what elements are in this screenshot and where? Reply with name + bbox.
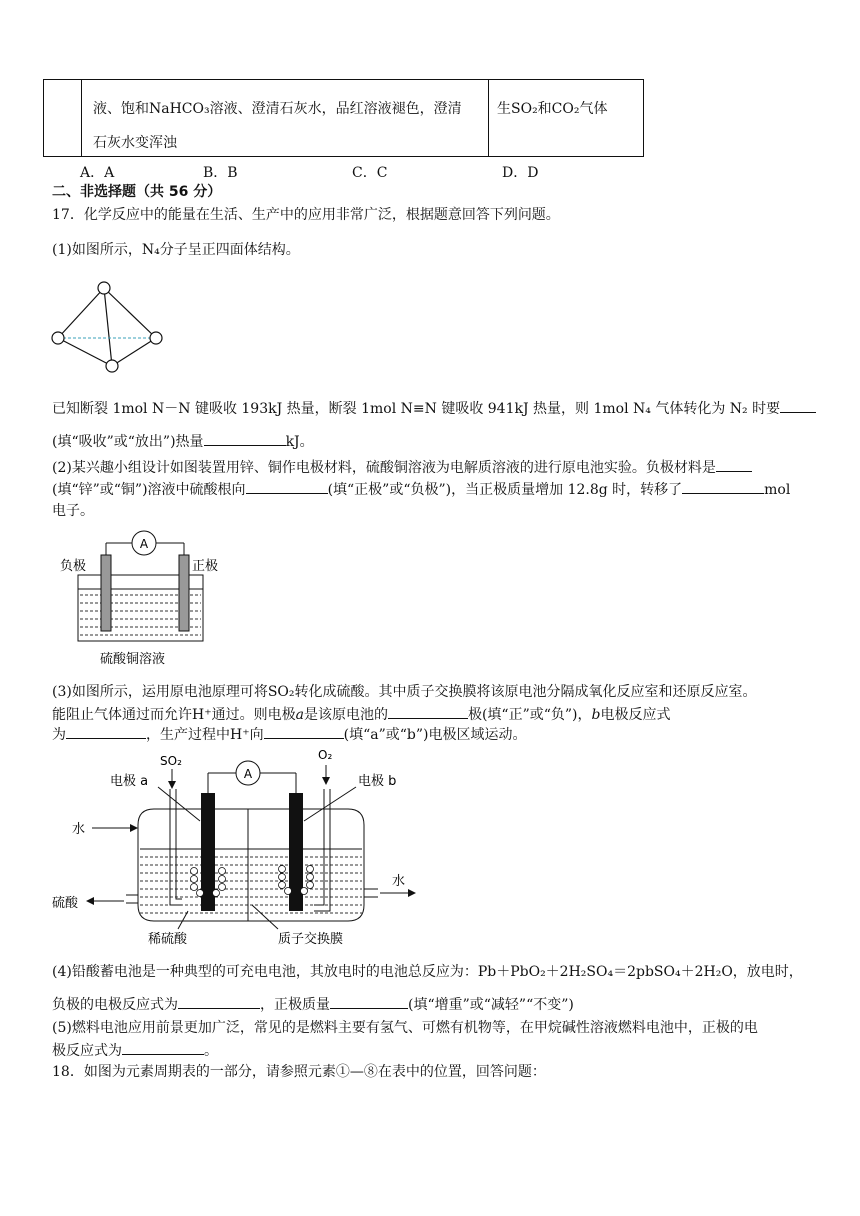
water-in-label: 水 (72, 822, 86, 837)
option-d: D．D (502, 165, 539, 181)
option-c: C．C (352, 165, 388, 181)
q17-part1: (1)如图所示，N₄分子呈正四面体结构。 (52, 242, 300, 258)
q17-p2-line2: (填“锌”或“铜”)溶液中硫酸根向 (填“正极”或“负极”)，当正极质量增加 12.8g 时，转移了 mol (52, 479, 790, 500)
q17-intro: 17．化学反应中的能量在生活、生产中的应用非常广泛，根据题意回答下列问题。 (52, 207, 560, 223)
q17-p3-line1: (3)如图所示，运用原电池原理可将SO₂转化成硫酸。其中质子交换膜将该原电池分隔成氧化反应室和还原反应室。 (52, 684, 757, 700)
q17-p4-line2: 负极的电极反应式为 ，正极质量 (填“增重”或“减轻”“不变”) (52, 994, 574, 1015)
acid-out-label: 硫酸 (52, 896, 79, 911)
table-cell-conclusion: 生SO₂和CO₂气体 (488, 80, 644, 156)
option-b: B．B (203, 165, 238, 181)
so2-label: SO₂ (160, 754, 182, 768)
q17-p5-line2: 极反应式为 。 (52, 1040, 218, 1061)
electrode-a-label: 电极 a (110, 774, 149, 789)
water-out-label: 水 (392, 874, 406, 889)
q17-p5-line1: (5)燃料电池应用前景更加广泛，常见的是燃料主要有氢气、可燃有机物等，在甲烷碱性溶液燃料电池中，正极的电 (52, 1020, 758, 1036)
q17-p3-line2: 能阻止气体通过而允许H⁺通过。则电极a是该原电池的 极(填“正”或“负”)，b电极反应式 (52, 704, 671, 725)
so2-cell-figure (48, 745, 428, 950)
ammeter-label: A (243, 767, 253, 781)
q18-intro: 18．如图为元素周期表的一部分，请参照元素①—⑧在表中的位置，回答问题： (52, 1064, 546, 1080)
option-a: A．A (80, 165, 115, 181)
table-cell-label (44, 80, 82, 156)
table-cell-text-line2: 石灰水变浑浊 (93, 135, 177, 151)
q17-p1-text1: 已知断裂 1mol N－N 键吸收 193kJ 热量，断裂 1mol N≡N 键吸收 941kJ 热量，则 1mol N₄ 气体转化为 N₂ 时要 (52, 398, 816, 419)
answer-table (43, 79, 644, 157)
galvanic-cell-figure (52, 525, 252, 670)
solution-label: 硫酸铜溶液 (100, 652, 166, 667)
o2-label: O₂ (318, 748, 333, 762)
table-cell-text-line1: 液、饱和NaHCO₃溶液、澄清石灰水，品红溶液褪色，澄清 (93, 101, 462, 117)
q17-p4-line1: (4)铅酸蓄电池是一种典型的可充电电池，其放电时的电池总反应为：Pb＋PbO₂＋2H₂SO₄＝2pbSO₄＋2H₂O，放电时， (52, 964, 803, 980)
q17-p2-line1: (2)某兴趣小组设计如图装置用锌、铜作电极材料，硫酸铜溶液为电解质溶液的进行原电池实验。负极材料是 (52, 457, 752, 478)
ammeter-label: A (139, 537, 149, 551)
positive-electrode-label: 正极 (192, 559, 219, 574)
q17-p2-line3: 电子。 (52, 503, 94, 519)
negative-electrode-label: 负极 (60, 559, 87, 574)
dilute-acid-label: 稀硫酸 (148, 932, 188, 947)
tetrahedron-figure (48, 280, 168, 375)
section-title: 二、非选择题（共 56 分） (52, 184, 222, 200)
electrode-b-label: 电极 b (358, 774, 397, 789)
q17-p1-text2: (填“吸收”或“放出”)热量 kJ。 (52, 431, 314, 452)
membrane-label: 质子交换膜 (278, 932, 344, 947)
q17-p3-line3: 为 ，生产过程中H⁺向 (填“a”或“b”)电极区域运动。 (52, 724, 526, 745)
